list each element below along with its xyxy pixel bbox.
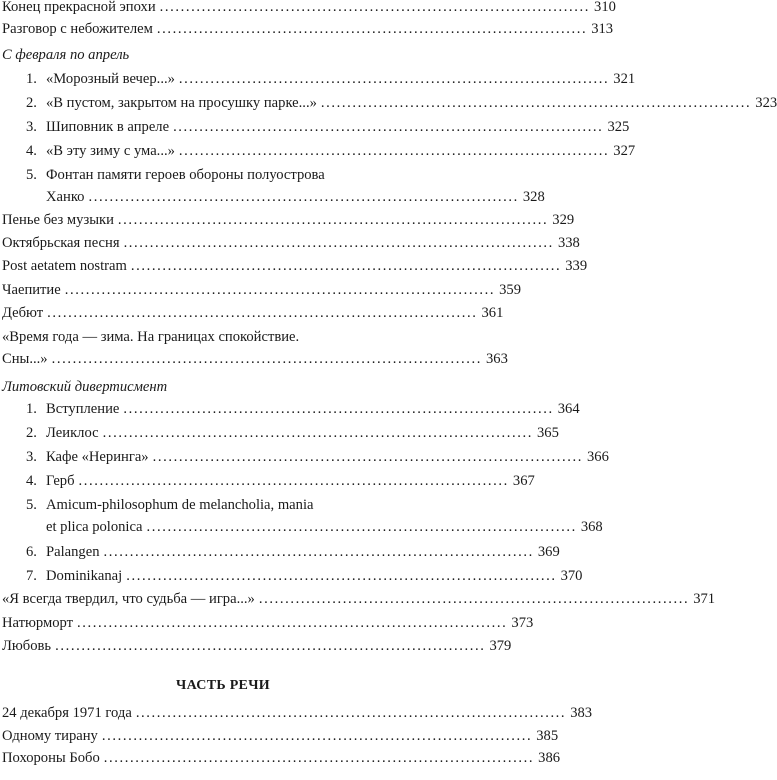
- entry-page: 313: [591, 21, 614, 37]
- section-heading: С февраля по апрель: [2, 47, 130, 63]
- entry-number: 2.: [26, 95, 37, 111]
- entry-page: 367: [512, 473, 535, 489]
- toc-subentry: [26, 71, 636, 92]
- leader-dots: ..................................................................................: [55, 638, 486, 654]
- leader-dots: ..................................................................................: [320, 95, 752, 111]
- toc-subentry: [26, 143, 636, 164]
- entry-page: 364: [557, 401, 580, 417]
- entry-title: Герб: [46, 473, 75, 489]
- entry-title-line1: Фонтан памяти героев обороны полуострова: [46, 167, 325, 183]
- entry-title: «Я всегда твердил, что судьба — игра...»: [2, 591, 255, 607]
- entry-title: Дебют: [2, 305, 44, 321]
- leader-dots: ..................................................................................: [77, 615, 508, 631]
- leader-dots: ..................................................................................: [146, 519, 577, 535]
- entry-number: 7.: [26, 568, 37, 584]
- entry-title: 24 декабря 1971 года: [2, 705, 132, 721]
- leader-dots: ..................................................................................: [178, 143, 610, 159]
- leader-dots: ..................................................................................: [126, 568, 557, 584]
- entry-title: Похороны Бобо: [2, 750, 100, 766]
- toc-entry: [2, 258, 588, 279]
- leader-dots: ..................................................................................: [152, 449, 583, 465]
- entry-page: 365: [536, 425, 559, 441]
- toc-subentry: [26, 425, 559, 446]
- toc-entry: [2, 235, 580, 256]
- leader-dots: ..................................................................................: [102, 425, 533, 441]
- leader-dots: ..................................................................................: [173, 119, 604, 135]
- leader-dots: ..................................................................................: [78, 473, 509, 489]
- toc-entry: [2, 0, 616, 20]
- entry-title-line1: Amicum-philosophum de melancholia, mania: [46, 497, 314, 513]
- entry-page: 366: [586, 449, 609, 465]
- leader-dots: ..................................................................................: [130, 258, 562, 274]
- toc-entry: [2, 282, 521, 303]
- entry-title: Вступление: [46, 401, 120, 417]
- toc-subentry: [26, 119, 630, 140]
- entry-page: 386: [538, 750, 561, 766]
- entry-number: 4.: [26, 143, 37, 159]
- part-heading: ЧАСТЬ РЕЧИ: [176, 678, 270, 693]
- entry-title: Одному тирану: [2, 728, 98, 744]
- entry-title: Шиповник в апреле: [46, 119, 170, 135]
- toc-entry: [2, 591, 716, 612]
- leader-dots: ..................................................................................: [159, 0, 591, 15]
- entry-number: 2.: [26, 425, 37, 441]
- leader-dots: ..................................................................................: [47, 305, 478, 321]
- toc-subentry: [26, 473, 535, 494]
- entry-title-line2: Ханко: [46, 189, 85, 205]
- leader-dots: ..................................................................................: [258, 591, 690, 607]
- leader-dots: ..................................................................................: [156, 21, 588, 37]
- entry-page: 371: [693, 591, 716, 607]
- leader-dots: ..................................................................................: [51, 351, 482, 367]
- entry-page: 363: [485, 351, 508, 367]
- toc-entry: [2, 329, 508, 372]
- entry-title: Леиклос: [46, 425, 99, 441]
- toc-entry: [2, 638, 512, 659]
- entry-title-line2: et plica polonica: [46, 519, 143, 535]
- entry-page: 385: [536, 728, 559, 744]
- entry-number: 5.: [26, 497, 37, 513]
- entry-title: Dominikanaj: [46, 568, 123, 584]
- entry-page: 369: [537, 544, 560, 560]
- leader-dots: ..................................................................................: [103, 750, 535, 766]
- entry-page: 339: [565, 258, 588, 274]
- entry-page: 321: [613, 71, 636, 87]
- entry-title: «Морозный вечер...»: [46, 71, 175, 87]
- entry-page: 361: [481, 305, 504, 321]
- entry-page: 370: [560, 568, 583, 584]
- entry-number: 4.: [26, 473, 37, 489]
- entry-page: 338: [557, 235, 580, 251]
- entry-page: 373: [511, 615, 534, 631]
- toc-entry: [2, 705, 593, 726]
- entry-page: 328: [522, 189, 545, 205]
- entry-page: 323: [755, 95, 777, 111]
- entry-page: 310: [594, 0, 616, 15]
- entry-title: Конец прекрасной эпохи: [2, 0, 156, 15]
- entry-title: Post aetatem nostram: [2, 258, 127, 274]
- entry-page: 359: [499, 282, 521, 298]
- entry-title: Чаепитие: [2, 282, 61, 298]
- leader-dots: ..................................................................................: [178, 71, 610, 87]
- entry-title: Пенье без музыки: [2, 212, 114, 228]
- toc-subentry: [26, 544, 560, 565]
- toc-entry: [2, 615, 534, 636]
- toc-subentry: [26, 401, 580, 422]
- toc-entry: [2, 305, 504, 326]
- entry-title: Натюрморт: [2, 615, 74, 631]
- toc-subentry: [26, 95, 777, 116]
- section-heading: Литовский дивертисмент: [2, 379, 168, 395]
- entry-title: Октябрьская песня: [2, 235, 120, 251]
- entry-page: 329: [552, 212, 575, 228]
- entry-title: Любовь: [2, 638, 52, 654]
- entry-title: «В эту зиму с ума...»: [46, 143, 175, 159]
- entry-number: 6.: [26, 544, 37, 560]
- entry-number: 1.: [26, 71, 37, 87]
- entry-title: «В пустом, закрытом на просушку парке...»: [46, 95, 317, 111]
- toc-subentry: [26, 568, 583, 589]
- entry-title: Palangen: [46, 544, 100, 560]
- leader-dots: ..................................................................................: [103, 544, 534, 560]
- leader-dots: ..................................................................................: [88, 189, 519, 205]
- entry-page: 368: [580, 519, 603, 535]
- toc-entry: [2, 21, 614, 42]
- entry-title: Разговор с небожителем: [2, 21, 153, 37]
- toc-subentry: [26, 449, 609, 470]
- toc-entry: [2, 212, 575, 233]
- entry-page: 327: [613, 143, 636, 159]
- toc-entry: [2, 728, 559, 749]
- entry-number: 3.: [26, 119, 37, 135]
- toc-entry: [2, 750, 561, 771]
- entry-page: 379: [489, 638, 512, 654]
- entry-title: Кафе «Неринга»: [46, 449, 149, 465]
- entry-number: 1.: [26, 401, 37, 417]
- toc-subentry: [26, 167, 545, 210]
- leader-dots: ..................................................................................: [123, 401, 554, 417]
- entry-page: 325: [607, 119, 630, 135]
- entry-number: 3.: [26, 449, 37, 465]
- entry-title-line2: Сны...»: [2, 351, 48, 367]
- entry-page: 383: [570, 705, 593, 721]
- leader-dots: ..................................................................................: [123, 235, 554, 251]
- toc-subentry: [26, 497, 603, 540]
- leader-dots: ..................................................................................: [117, 212, 549, 228]
- leader-dots: ..................................................................................: [135, 705, 567, 721]
- leader-dots: ..................................................................................: [101, 728, 533, 744]
- leader-dots: ..................................................................................: [64, 282, 496, 298]
- entry-number: 5.: [26, 167, 37, 183]
- entry-title-line1: «Время года — зима. На границах спокойствие.: [2, 329, 300, 345]
